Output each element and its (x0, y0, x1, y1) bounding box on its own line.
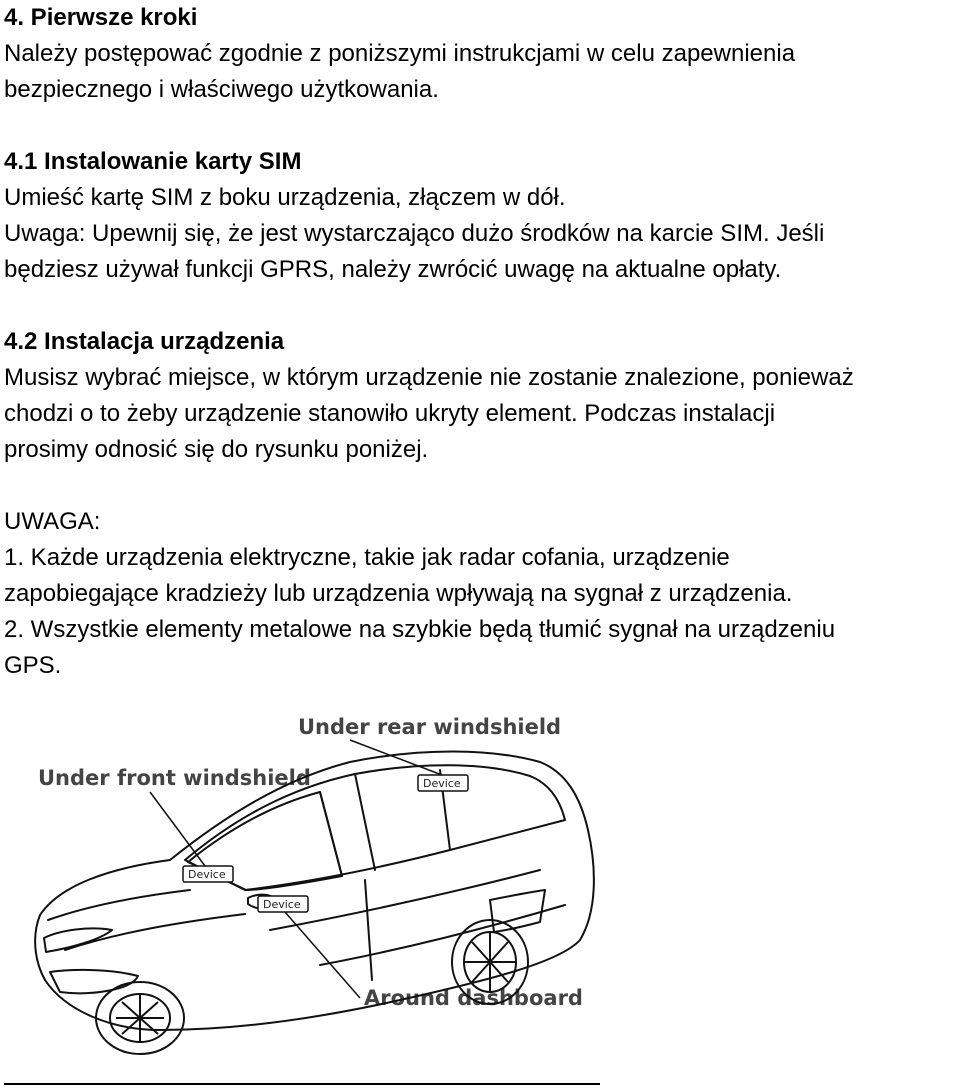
sim-line-3: będziesz używał funkcji GPRS, należy zwrócić uwagę na aktualne opłaty. (4, 256, 782, 283)
dashboard-label: Around dashboard (364, 986, 583, 1010)
rear-device-box (418, 775, 468, 791)
warning-line-3: 2. Wszystkie elementy metalowe na szybkie będą tłumić sygnał na urządzeniu (4, 616, 836, 643)
spacer (4, 288, 956, 324)
sim-line-1: Umieść kartę SIM z boku urządzenia, złączem w dół. (4, 184, 566, 211)
document-page (4, 0, 956, 684)
install-line-3: prosimy odnosić się do rysunku poniżej. (4, 436, 429, 463)
intro-line-1: Należy postępować zgodnie z poniższymi instrukcjami w celu zapewnienia (4, 40, 796, 67)
sim-line-2: Uwaga: Upewnij się, że jest wystarczająco dużo środków na karcie SIM. Jeśli (4, 220, 825, 247)
install-line-2: chodzi o to żeby urządzenie stanowiło ukryty element. Podczas instalacji (4, 400, 776, 427)
front-device-box (183, 866, 233, 882)
section-title: 4. Pierwsze kroki (4, 4, 198, 31)
install-line-1: Musisz wybrać miejsce, w którym urządzenie nie zostanie znalezione, ponieważ (4, 364, 854, 391)
rear-wheel (452, 920, 528, 1004)
rear-windshield-label: Under rear windshield (298, 715, 562, 739)
intro-line-2: bezpiecznego i właściwego użytkowania. (4, 76, 439, 103)
warning-line-2: zapobiegające kradzieży lub urządzenia wpływają na sygnał z urządzenia. (4, 580, 793, 607)
svg-text:Device: Device (423, 777, 461, 790)
warning-title: UWAGA: (4, 508, 101, 535)
sim-title: 4.1 Instalowanie karty SIM (4, 148, 302, 175)
spacer (4, 468, 956, 504)
spacer (4, 108, 956, 144)
install-title: 4.2 Instalacja urządzenia (4, 328, 285, 355)
footnote-rule (4, 1083, 600, 1085)
front-windshield-label: Under front windshield (38, 766, 311, 790)
warning-line-4: GPS. (4, 652, 62, 679)
dashboard-device-box (258, 896, 308, 912)
car-diagram (20, 700, 620, 1060)
warning-line-1: 1. Każde urządzenia elektryczne, takie jak radar cofania, urządzenie (4, 544, 730, 571)
car-installation-figure (20, 700, 620, 1060)
svg-text:Device: Device (263, 898, 301, 911)
svg-text:Device: Device (188, 868, 226, 881)
front-wheel (96, 982, 184, 1054)
